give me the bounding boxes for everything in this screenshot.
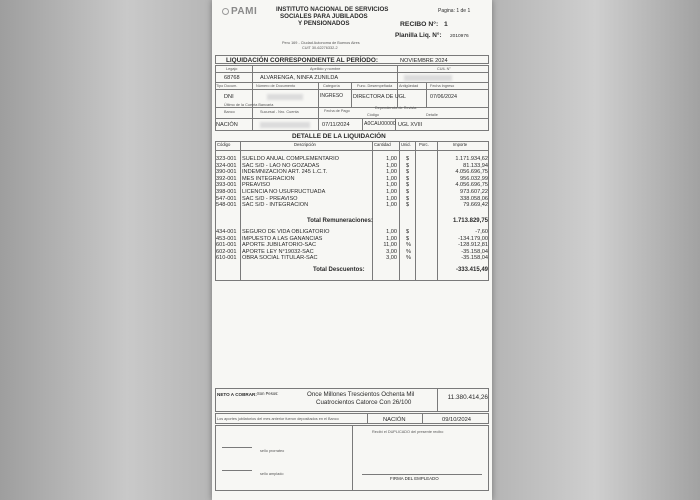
row-unit: $	[406, 235, 410, 242]
row-code: 324-001	[216, 162, 237, 169]
table-row	[212, 229, 492, 235]
recibo-label: RECIBO N°:	[400, 21, 439, 28]
table-row	[212, 189, 492, 195]
pami-logo-text: PAMI	[231, 6, 258, 17]
legajo-value: 68768	[224, 74, 240, 81]
pami-logo-icon	[222, 8, 229, 15]
pay-receipt-document	[212, 0, 492, 500]
codigo-value: A0CAU00000	[364, 121, 396, 127]
account-redacted	[260, 122, 310, 128]
categoria-value: INGRESO	[320, 93, 344, 99]
background-right	[490, 0, 700, 500]
pami-logo	[222, 6, 257, 18]
header-unit: Unid.	[401, 142, 411, 147]
row-description: APORTE JUBILATORIO-SAC	[242, 242, 316, 249]
row-quantity: 3,00	[386, 255, 397, 262]
antiguedad-label: Antigüedad	[399, 84, 419, 88]
planilla-label: Planilla Liq. N°:	[395, 32, 442, 39]
table-row	[212, 202, 492, 208]
fecha-deposito: 09/10/2024	[442, 416, 472, 423]
row-amount: 973.607,22	[460, 189, 488, 195]
table-row	[212, 236, 492, 242]
row-unit: $	[406, 202, 410, 209]
tipo-doc-label: Tipo Docum.	[216, 84, 238, 88]
row-unit: $	[406, 195, 410, 202]
total-descuentos-value: -333.415,49	[455, 267, 488, 273]
row-code: 398-001	[216, 189, 237, 195]
row-description: MES INTEGRACION	[242, 175, 295, 182]
planilla-number: 2010976	[450, 34, 469, 39]
total-remuneraciones-value: 1.713.829,75	[452, 218, 488, 224]
firma-empleado-label: FIRMA DEL EMPLEADO	[390, 476, 439, 481]
row-unit: $	[406, 162, 410, 169]
row-amount: -128.912,81	[458, 242, 488, 249]
header-qty: Cantidad	[374, 142, 391, 147]
address-line2: CUIT 30-62276332-2	[302, 46, 338, 50]
background-left	[0, 0, 212, 500]
row-unit: %	[406, 248, 411, 255]
row-unit: $	[406, 229, 410, 235]
table-row	[212, 169, 492, 175]
row-unit: $	[406, 175, 410, 182]
banco-value: NACIÓN	[216, 122, 238, 128]
banco-label: Banco	[224, 110, 235, 114]
tipo-doc-value: DNI	[224, 94, 234, 100]
row-description: OBRA SOCIAL TITULAR-SAC	[242, 255, 318, 262]
row-quantity: 1,00	[386, 162, 397, 169]
total-remuneraciones-label: Total Remuneraciones:	[307, 218, 373, 224]
table-row	[212, 176, 492, 182]
detalle-label: Detalle	[426, 113, 438, 117]
row-amount: 338.058,06	[460, 195, 488, 202]
row-quantity: 1,00	[386, 195, 397, 202]
row-amount: -35.158,04	[461, 248, 488, 255]
row-description: SEGURO DE VIDA OBLIGATORIO	[242, 229, 330, 235]
row-quantity: 1,00	[386, 229, 397, 235]
table-row	[212, 156, 492, 162]
row-unit: %	[406, 255, 411, 262]
row-description: INDEMNIZACION ART. 245 L.C.T.	[242, 169, 328, 176]
neto-label: NETO A COBRAR:	[217, 392, 257, 397]
institute-line2: SOCIALES PARA JUBILADOS	[280, 13, 368, 20]
row-code: 602-001	[216, 248, 237, 255]
row-description: APORTE LEY N°19032-SAC	[242, 248, 314, 255]
row-description: SAC S/D - PREAVISO	[242, 195, 298, 202]
fecha-ingreso-value: 07/06/2024	[430, 94, 457, 100]
num-doc-label: Número de Documento	[256, 84, 296, 88]
detail-header-row	[212, 143, 492, 149]
institute-line3: Y PENSIONADOS	[298, 20, 350, 27]
neto-words-line1: Once Millones Trescientos Ochenta Mil	[307, 391, 415, 398]
row-amount: 4.056.696,75	[455, 182, 488, 189]
funcion-label: Func. Desempeñada	[357, 84, 393, 88]
page-info: Pagina: 1 de 1	[438, 8, 471, 14]
table-row	[212, 182, 492, 188]
recibo-number: 1	[444, 21, 448, 28]
detalle-value: UGL XVIII	[398, 122, 423, 128]
row-unit: %	[406, 242, 411, 249]
duplicado-note: Recibí el DUPLICADO del presente recibo	[372, 430, 444, 434]
row-quantity: 1,00	[386, 189, 397, 195]
row-quantity: 1,00	[386, 182, 397, 189]
row-quantity: 1,00	[386, 156, 397, 162]
row-description: SAC S/D - INTEGRACION	[242, 202, 309, 209]
doc-number-redacted	[267, 94, 303, 100]
categoria-label: Categoría	[323, 84, 340, 88]
sello-label-1: sello prorrateo	[260, 449, 285, 453]
row-description: IMPUESTO A LAS GANANCIAS	[242, 235, 323, 242]
table-row	[212, 249, 492, 255]
row-description: SUELDO ANUAL COMPLEMENTARIO	[242, 156, 339, 162]
row-code: 548-001	[216, 202, 237, 209]
row-quantity: 1,00	[386, 202, 397, 209]
total-descuentos-label: Total Descuentos:	[313, 267, 365, 273]
fecha-ingreso-label: Fecha Ingreso	[430, 84, 455, 88]
row-code: 390-001	[216, 169, 237, 176]
row-unit: $	[406, 189, 410, 195]
row-code: 547-001	[216, 195, 237, 202]
row-code: 393-001	[216, 182, 237, 189]
row-code: 434-001	[216, 229, 237, 235]
row-quantity: 1,00	[386, 175, 397, 182]
row-amount: -35.158,04	[461, 255, 488, 262]
row-amount: 956.032,99	[460, 175, 488, 182]
codigo-label: Código	[367, 113, 380, 117]
table-row	[212, 255, 492, 261]
row-code: 453-001	[216, 235, 237, 242]
neto-value: 11.380.414,26	[447, 394, 488, 401]
row-unit: $	[406, 169, 410, 176]
table-row	[212, 242, 492, 248]
row-unit: $	[406, 156, 410, 162]
funcion-value: DIRECTORA DE UGL	[353, 94, 406, 100]
period-value: NOVIEMBRE 2024	[400, 57, 448, 64]
sello-label-2: sello amplado	[260, 472, 284, 476]
period-label: LIQUIDACIÓN CORRESPONDIENTE AL PERÍODO:	[226, 57, 378, 64]
row-code: 392-001	[216, 175, 237, 182]
table-row	[212, 196, 492, 202]
header-rate: Porc.	[419, 142, 429, 147]
row-code: 610-001	[216, 255, 237, 262]
neto-words-line2: Cuatrocientos Catorce Con 26/100	[316, 399, 412, 406]
fecha-pago-value: 07/11/2024	[322, 122, 350, 128]
fecha-pago-label: Fecha de Pago	[324, 109, 350, 113]
dependencia-label: Dependencia de Revista	[375, 106, 417, 110]
row-quantity: 1,00	[386, 169, 397, 176]
row-code: 323-001	[216, 156, 237, 162]
institute-line1: INSTITUTO NACIONAL DE SERVICIOS	[276, 6, 389, 13]
row-amount: -7,60	[475, 229, 488, 235]
address-line1: Peru 169 - Ciudad Autonoma de Buenos Aires	[282, 41, 360, 45]
name-label: Apellido y nombre	[310, 67, 341, 71]
sucursal-label: Sucursal - Nro. Cuenta	[260, 110, 299, 114]
row-quantity: 1,00	[386, 235, 397, 242]
banco-group-label: Último de la Cuenta Bancaria	[224, 103, 274, 107]
row-amount: -134.179,00	[458, 235, 488, 242]
row-description: LICENCIA NO USUFRUCTUADA	[242, 189, 326, 195]
row-amount: 4.056.696,75	[455, 169, 488, 176]
legajo-label: Legajo	[226, 67, 238, 71]
row-amount: 79.669,42	[463, 202, 488, 209]
row-unit: $	[406, 182, 410, 189]
aportes-note: Los aportes jubilatorios del mes anterior fueron depositados en el Banco	[217, 417, 339, 421]
cuil-label: CUIL N°	[437, 67, 451, 71]
son-pesos-label: Son Pesos:	[257, 391, 279, 396]
table-row	[212, 163, 492, 169]
name-value: ALVARENGA, NINFA ZUNILDA	[260, 74, 339, 81]
row-amount: 1.171.934,62	[455, 156, 488, 162]
detail-title: DETALLE DE LA LIQUIDACIÓN	[292, 133, 386, 140]
row-code: 601-001	[216, 242, 237, 249]
header-amount: Importe	[453, 142, 468, 147]
row-description: SAC S/D - LAO NO GOZADAS	[242, 162, 320, 169]
header-code: Código	[217, 142, 231, 147]
row-quantity: 3,00	[386, 248, 397, 255]
cuil-redacted	[404, 75, 452, 81]
header-desc: Descripción	[294, 142, 316, 147]
banco-deposito: NACIÓN	[383, 416, 406, 423]
row-quantity: 11,00	[383, 242, 397, 249]
row-amount: 81.133,94	[463, 162, 488, 169]
row-description: PREAVISO	[242, 182, 271, 189]
